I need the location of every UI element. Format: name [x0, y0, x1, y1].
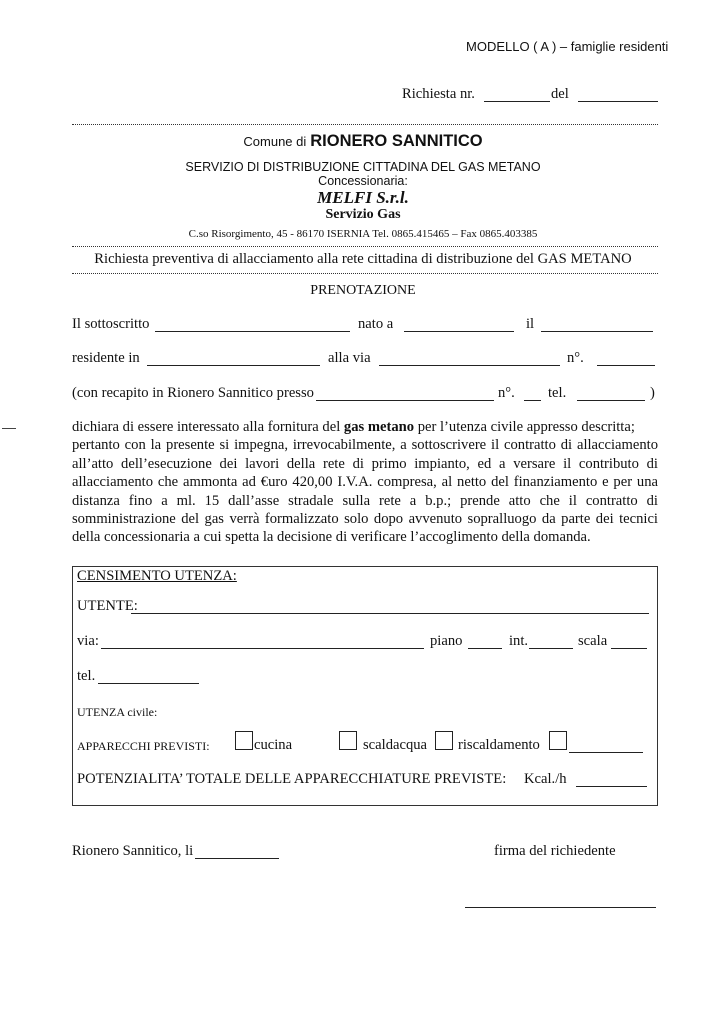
- separator: [72, 273, 658, 274]
- request-number-label: Richiesta nr.: [402, 86, 475, 102]
- via-label: alla via: [328, 350, 371, 366]
- residente-label: residente in: [72, 350, 140, 366]
- riscaldamento-label: riscaldamento: [458, 737, 540, 753]
- recapito-number-label: n°.: [498, 385, 515, 401]
- scaldacqua-label: scaldacqua: [363, 737, 428, 753]
- recapito-field[interactable]: [316, 400, 494, 401]
- birthdate-label: il: [526, 316, 535, 332]
- signature-field[interactable]: [465, 907, 656, 908]
- comune-heading: [0, 132, 726, 151]
- declaration-gas-metano: gas metano: [343, 419, 415, 435]
- cucina-checkbox[interactable]: [235, 731, 253, 750]
- int-field[interactable]: [529, 648, 573, 649]
- number-label: n°.: [567, 350, 584, 366]
- margin-mark: [2, 428, 16, 429]
- census-via-field[interactable]: [101, 648, 424, 649]
- scala-label: scala: [578, 633, 608, 649]
- declaration-paragraph: [72, 418, 658, 547]
- piano-field[interactable]: [468, 648, 502, 649]
- street-number-field[interactable]: [597, 365, 655, 366]
- apparecchi-label: APPARECCHI PREVISTI:: [77, 739, 210, 753]
- nato-a-label: nato a: [358, 316, 394, 332]
- census-box: [72, 566, 658, 806]
- request-date-field[interactable]: [578, 101, 658, 102]
- request-date-label: del: [551, 86, 569, 102]
- residence-field[interactable]: [147, 365, 320, 366]
- recapito-label: (con recapito in Rionero Sannitico presso: [72, 385, 314, 401]
- utente-field[interactable]: [131, 613, 649, 614]
- request-number-field[interactable]: [484, 101, 550, 102]
- riscaldamento-checkbox[interactable]: [435, 731, 453, 750]
- date-field[interactable]: [195, 858, 279, 859]
- close-paren: ): [650, 385, 655, 401]
- piano-label: piano: [430, 633, 463, 649]
- census-title: CENSIMENTO UTENZA:: [77, 568, 237, 584]
- census-tel-field[interactable]: [98, 683, 199, 684]
- model-label: MODELLO ( A ) – famiglie residenti: [466, 39, 669, 54]
- company-division: Servizio Gas: [325, 207, 401, 222]
- utenza-civile-label: UTENZA civile:: [77, 705, 158, 719]
- separator: [72, 124, 658, 125]
- comune-name: RIONERO SANNITICO: [310, 132, 483, 150]
- prenotazione-heading: PRENOTAZIONE: [310, 283, 416, 298]
- potenzialita-label: POTENZIALITA’ TOTALE DELLE APPARECCHIATURE PREVISTE:: [77, 771, 507, 787]
- scala-field[interactable]: [611, 648, 647, 649]
- scaldacqua-checkbox[interactable]: [339, 731, 357, 750]
- place-date-label: Rionero Sannitico, li: [72, 843, 194, 859]
- recapito-number-field[interactable]: [524, 400, 541, 401]
- recapito-tel-field[interactable]: [577, 400, 645, 401]
- subject-line: Richiesta preventiva di allacciamento alla rete cittadina di distribuzione del GAS METANO: [94, 251, 632, 267]
- declaration-line1-pre: dichiara di essere interessato alla fornitura del: [72, 419, 341, 435]
- separator: [72, 246, 658, 247]
- concessionaria-label: Concessionaria:: [318, 174, 408, 188]
- company-name: MELFI S.r.l.: [317, 188, 409, 207]
- sottoscritto-label: Il sottoscritto: [72, 316, 150, 332]
- sottoscritto-field[interactable]: [155, 331, 350, 332]
- altro-field[interactable]: [569, 752, 643, 753]
- census-via-label: via:: [77, 633, 99, 649]
- utente-label: UTENTE:: [77, 598, 138, 614]
- cucina-label: cucina: [254, 737, 293, 753]
- company-address: C.so Risorgimento, 45 - 86170 ISERNIA Tel. 0865.415465 – Fax 0865.403385: [188, 228, 538, 240]
- street-field[interactable]: [379, 365, 560, 366]
- service-line: SERVIZIO DI DISTRIBUZIONE CITTADINA DEL GAS METANO: [185, 160, 541, 174]
- signature-label: firma del richiedente: [494, 843, 616, 859]
- int-label: int.: [509, 633, 529, 649]
- potenzialita-field[interactable]: [576, 786, 647, 787]
- census-tel-label: tel.: [77, 668, 96, 684]
- recapito-tel-label: tel.: [548, 385, 567, 401]
- altro-checkbox[interactable]: [549, 731, 567, 750]
- declaration-body: pertanto con la presente si impegna, irrevocabilmente, a sottoscrivere il contratto di allacciamento all’atto dell’esecuzione dei lavori della rete di primo impianto, ed a versare il contributo di allacciamento che ammonta ad €uro 420,00 I.V.A. compresa, al netto del finanziamento e per una distanza fino a ml. 15 dall’asse stradale sulla rete a b.p.; prende atto che il contratto di somministrazione del gas verrà formalizzato solo dopo avvenuto sopralluogo da parte dei tecnici della concessionaria a cui spetta la decisione di verificare l’accoglimento della domanda.: [72, 437, 658, 546]
- kcal-label: Kcal./h: [524, 771, 567, 787]
- birthplace-field[interactable]: [404, 331, 514, 332]
- declaration-line1-post: per l’utenza civile appresso descritta;: [417, 419, 635, 435]
- birthdate-field[interactable]: [541, 331, 653, 332]
- comune-prefix: Comune di: [243, 134, 307, 149]
